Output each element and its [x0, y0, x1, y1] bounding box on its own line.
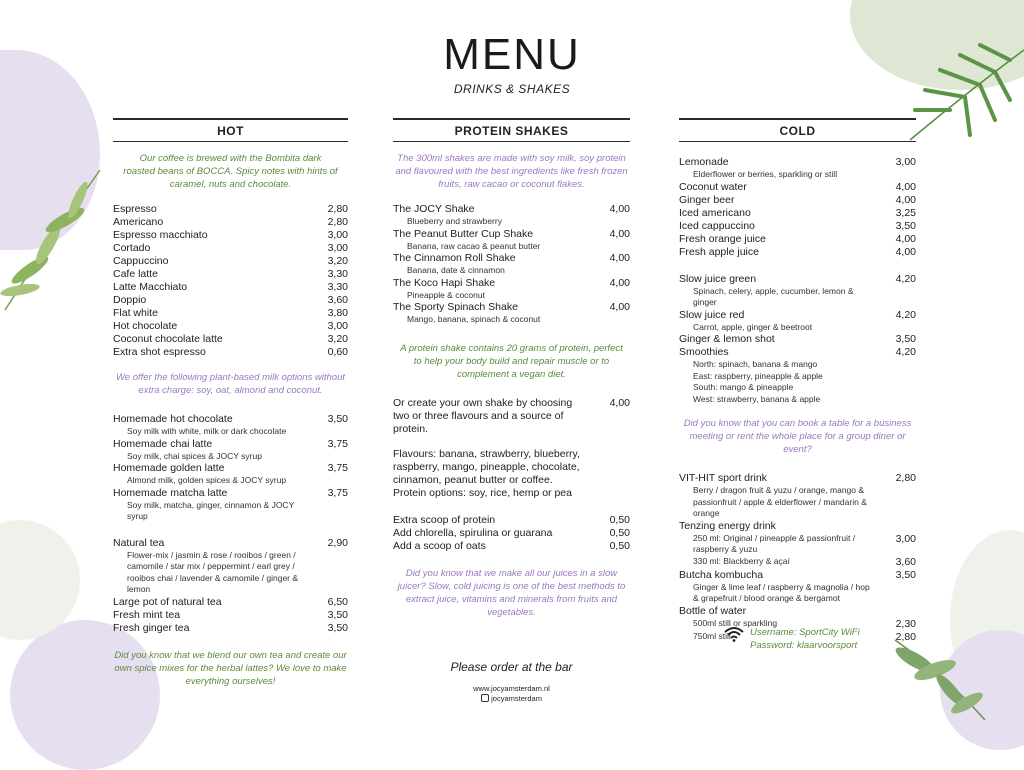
coffee-row	[113, 255, 348, 268]
item-price: 3,75	[327, 437, 348, 450]
item-price: 4,00	[895, 245, 916, 258]
tea-row	[113, 537, 348, 550]
hot-outro: Did you know that we blend our own tea and create our own spice mixes for the herbal lattes? We love to make everything ourselves!	[114, 649, 347, 687]
item-price: 6,50	[327, 595, 348, 608]
cold-drink-row	[679, 181, 916, 194]
wifi-icon	[724, 626, 744, 642]
item-price: 3,75	[327, 462, 348, 474]
shake-list	[393, 203, 630, 326]
tea-row	[113, 622, 348, 635]
item-price: 3,00	[327, 242, 348, 254]
item-description: Banana, date & cinnamon	[407, 265, 505, 275]
item-name: The JOCY Shake	[393, 203, 475, 215]
item-price: 3,25	[895, 206, 916, 219]
custom-shake-row	[393, 397, 630, 436]
item-name: The Sporty Spinach Shake	[393, 301, 518, 313]
wifi-credentials	[750, 626, 860, 652]
item-price: 4,20	[895, 272, 916, 285]
item-description: Elderflower or berries, sparkling or still	[693, 169, 838, 179]
coffee-row	[113, 242, 348, 255]
coffee-row	[113, 346, 348, 359]
protein-outro: Did you know that we make all our juices in a slow juicer? Slow, cold juicing is one of the best methods to extract juice, vitamins and minerals from fruits and vegetables.	[397, 567, 626, 618]
item-description: South: mango & pineapple	[693, 382, 794, 392]
item-name: Extra scoop of protein	[393, 513, 496, 526]
coffee-row	[113, 281, 348, 294]
tea-row	[113, 596, 348, 609]
juice-row	[679, 309, 916, 322]
item-price: 2,80	[327, 216, 348, 228]
specials-list	[113, 413, 348, 523]
hot-heading: HOT	[113, 118, 348, 142]
coffee-row	[113, 307, 348, 320]
option-description: 500ml still or sparkling	[693, 617, 778, 628]
option-price: 2,30	[895, 617, 916, 630]
custom-shake-price: 4,00	[609, 396, 630, 409]
item-name: Flat white	[113, 307, 158, 319]
protein-intro: The 300ml shakes are made with soy milk, soy protein and flavoured with the best ingredients like fresh frozen fruits, raw cacao or coconut flakes.	[395, 153, 628, 190]
extra-row	[393, 514, 630, 527]
item-price: 3,50	[327, 608, 348, 621]
option-price: 3,00	[895, 532, 916, 545]
shake-row	[393, 277, 630, 290]
special-row	[113, 438, 348, 451]
item-name: Smoothies	[679, 346, 729, 358]
cold-drink-row	[679, 220, 916, 233]
custom-shake-text: Or create your own shake by choosing two or three flavours and a source of protein.	[393, 396, 573, 435]
item-name: Add a scoop of oats	[393, 539, 486, 552]
item-price: 0,50	[609, 539, 630, 552]
cold-heading: COLD	[679, 118, 916, 142]
option-description: 330 ml: Blackberry & açaí	[693, 555, 790, 566]
item-price: 4,00	[609, 203, 630, 215]
vithit-row	[679, 472, 916, 485]
item-price: 3,00	[327, 320, 348, 332]
option-row	[679, 556, 916, 569]
website-text: www.jocyamsterdam.nl	[473, 684, 550, 693]
shake-row	[393, 301, 630, 314]
item-description: Banana, raw cacao & peanut butter	[407, 240, 541, 251]
item-description: North: spinach, banana & mango	[693, 359, 818, 369]
item-price: 3,50	[895, 333, 916, 345]
item-price: 4,00	[609, 252, 630, 264]
coffee-row	[113, 203, 348, 216]
hot-column	[113, 118, 348, 688]
item-price: 0,50	[609, 526, 630, 539]
item-name: Coconut water	[679, 180, 747, 193]
wifi-username: Username: SportCity WiFi	[750, 627, 860, 638]
item-price: 3,50	[327, 413, 348, 425]
coffee-row	[113, 216, 348, 229]
item-description: East: raspberry, pineapple & apple	[693, 370, 823, 381]
cold-drink-row	[679, 156, 916, 169]
item-description: Carrot, apple, ginger & beetroot	[693, 321, 813, 332]
special-row	[113, 487, 348, 500]
item-name: Cafe latte	[113, 268, 158, 280]
item-price: 3,60	[327, 294, 348, 306]
hot-intro: Our coffee is brewed with the Bombita dark roasted beans of BOCCA. Spicy notes with hints of caramel, nuts and chocolate.	[123, 153, 338, 190]
item-price: 0,50	[609, 513, 630, 526]
item-price: 3,20	[327, 255, 348, 267]
shake-row	[393, 203, 630, 216]
instagram-handle: jocyamsterdam	[491, 694, 542, 703]
item-price: 3,00	[895, 156, 916, 168]
item-price: 0,60	[327, 346, 348, 358]
wifi-password: Password: klaarvoorsport	[750, 640, 858, 651]
protein-note: A protein shake contains 20 grams of protein, perfect to help your body build and repair muscle or to complement a vegan diet.	[400, 342, 623, 380]
item-name: Fresh apple juice	[679, 245, 759, 258]
instagram-row	[393, 694, 630, 703]
item-name: Fresh orange juice	[679, 232, 766, 245]
item-name: Homemade hot chocolate	[113, 413, 233, 425]
item-price: 4,00	[609, 227, 630, 240]
item-name: Fresh mint tea	[113, 608, 181, 621]
item-price: 3,50	[895, 568, 916, 581]
item-name: Bottle of water	[679, 604, 747, 617]
item-name: Espresso macchiato	[113, 229, 208, 241]
item-name: Fresh ginger tea	[113, 621, 190, 634]
cold-drinks-list	[679, 156, 916, 259]
item-name: Butcha kombucha	[679, 568, 764, 581]
juice-row	[679, 333, 916, 346]
item-description: Mango, banana, spinach & coconut	[407, 314, 541, 324]
item-price: 2,90	[327, 536, 348, 549]
water-row	[679, 605, 916, 618]
juice-row	[679, 273, 916, 286]
item-name: Americano	[113, 216, 164, 228]
coffee-row	[113, 333, 348, 346]
item-name: Natural tea	[113, 536, 165, 549]
item-price: 3,50	[327, 621, 348, 634]
item-price: 4,00	[895, 193, 916, 206]
item-name: Homemade chai latte	[113, 437, 213, 450]
item-description: Ginger & lime leaf / raspberry & magnolia / hop & grapefruit / blood orange & bergamot	[693, 581, 870, 603]
cold-drink-row	[679, 207, 916, 220]
item-description: Blueberry and strawberry	[407, 216, 502, 226]
protein-options-text: Protein options: soy, rice, hemp or pea	[393, 486, 572, 499]
item-price: 2,80	[327, 203, 348, 215]
option-description: 250 ml: Original / pineapple & passionfruit / raspberry & yuzu	[693, 532, 856, 554]
item-price: 3,30	[327, 268, 348, 280]
extras-list	[393, 514, 630, 553]
item-name: Iced americano	[679, 206, 751, 219]
item-price: 4,20	[895, 308, 916, 321]
cold-drink-row	[679, 194, 916, 207]
coffee-row	[113, 268, 348, 281]
instagram-icon	[481, 694, 489, 702]
item-name: Cappuccino	[113, 255, 169, 267]
cold-column	[679, 118, 916, 644]
protein-heading: PROTEIN SHAKES	[393, 118, 630, 142]
item-price	[876, 520, 916, 533]
coffee-row	[113, 229, 348, 242]
leaf-branch-left	[0, 150, 110, 320]
cold-drink-row	[679, 233, 916, 246]
item-price: 4,00	[609, 301, 630, 313]
coffee-list	[113, 203, 348, 359]
menu-title: MENU	[443, 30, 581, 79]
item-name: Extra shot espresso	[113, 346, 206, 358]
tenzing-row	[679, 520, 916, 533]
item-description: Almond milk, golden spices & JOCY syrup	[127, 475, 287, 485]
item-name: Iced cappuccino	[679, 219, 755, 232]
option-price: 3,60	[895, 555, 916, 568]
item-price: 2,80	[895, 472, 916, 484]
item-name: Ginger & lemon shot	[679, 333, 775, 345]
special-row	[113, 462, 348, 475]
item-price: 3,75	[327, 486, 348, 499]
item-name: The Cinnamon Roll Shake	[393, 252, 516, 264]
item-price: 3,00	[327, 229, 348, 241]
item-description: Soy milk, chai spices & JOCY syrup	[127, 450, 262, 461]
item-description: Spinach, celery, apple, cucumber, lemon & ginger	[693, 285, 854, 307]
item-description: Berry / dragon fruit & yuzu / orange, mango & passionfruit / apple & elderflower / mandarin & orange	[693, 485, 867, 518]
item-name: Tenzing energy drink	[679, 519, 776, 532]
item-price: 3,30	[327, 281, 348, 293]
item-name: The Peanut Butter Cup Shake	[393, 227, 534, 240]
sport-drinks-list	[679, 472, 916, 644]
item-price: 3,20	[327, 333, 348, 345]
shake-row	[393, 252, 630, 265]
item-name: Espresso	[113, 203, 157, 215]
item-price: 4,00	[895, 232, 916, 245]
milk-note: We offer the following plant-based milk options without extra charge: soy, oat, almond and coconut.	[115, 372, 345, 396]
tea-list	[113, 537, 348, 635]
juice-row	[679, 346, 916, 359]
protein-column	[393, 118, 630, 619]
booking-note: Did you know that you can book a table for a business meeting or rent the whole place for a group diner or event?	[683, 418, 912, 455]
item-price: 3,80	[327, 307, 348, 319]
item-name: The Koco Hapi Shake	[393, 276, 496, 289]
item-name: Cortado	[113, 242, 151, 254]
item-price: 4,20	[895, 346, 916, 358]
juice-list	[679, 273, 916, 406]
item-name: Doppio	[113, 294, 147, 306]
option-description: 750ml still	[693, 630, 731, 641]
item-price: 3,50	[895, 219, 916, 232]
coffee-row	[113, 294, 348, 307]
item-price: 4,00	[895, 180, 916, 193]
kombucha-row	[679, 569, 916, 582]
item-name: Latte Macchiato	[113, 281, 188, 293]
menu-subtitle: DRINKS & SHAKES	[453, 82, 571, 96]
item-name: VIT-HIT sport drink	[679, 472, 767, 484]
item-description: Pineapple & coconut	[407, 289, 485, 300]
extra-row	[393, 540, 630, 553]
coffee-row	[113, 320, 348, 333]
option-row	[679, 533, 916, 556]
item-name: Add chlorella, spirulina or guarana	[393, 526, 553, 539]
item-name: Lemonade	[679, 156, 729, 168]
extra-row	[393, 527, 630, 540]
item-description: Soy milk, matcha, ginger, cinnamon & JOCY syrup	[127, 499, 295, 521]
item-name: Homemade matcha latte	[113, 486, 228, 499]
item-name: Slow juice red	[679, 308, 745, 321]
item-name: Slow juice green	[679, 272, 757, 285]
item-price	[876, 605, 916, 618]
item-name: Coconut chocolate latte	[113, 333, 223, 345]
flavours-text: Flavours: banana, strawberry, blueberry, raspberry, mango, pineapple, chocolate, cinnamon, peanut butter or coffee.	[393, 447, 580, 486]
order-note: Please order at the bar	[450, 660, 573, 674]
item-name: Homemade golden latte	[113, 462, 225, 474]
item-description: Soy milk with white, milk or dark chocolate	[127, 426, 287, 436]
item-price: 4,00	[609, 276, 630, 289]
item-name: Hot chocolate	[113, 320, 178, 332]
cold-drink-row	[679, 246, 916, 259]
option-price: 2,80	[895, 630, 916, 643]
tea-row	[113, 609, 348, 622]
shake-row	[393, 228, 630, 241]
item-name: Large pot of natural tea	[113, 595, 222, 608]
special-row	[113, 413, 348, 426]
item-description: West: strawberry, banana & apple	[693, 393, 821, 404]
item-description: Flower-mix / jasmin & rose / rooibos / green / camomile / star mix / peppermint / earl grey / rooibos chai / lavender & camomile / ginger & lemon	[127, 549, 299, 594]
item-name: Ginger beer	[679, 193, 735, 206]
